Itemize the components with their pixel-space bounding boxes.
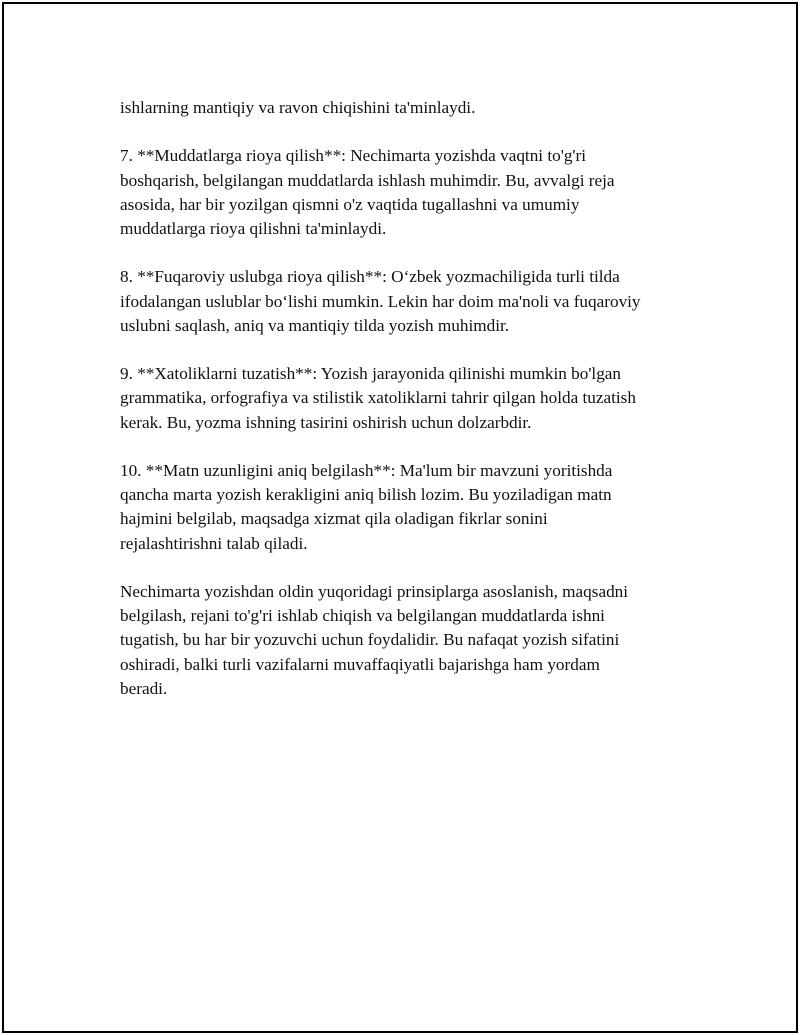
paragraph-item-9: 9. **Xatoliklarni tuzatish**: Yozish jarayonida qilinishi mumkin bo'lgan grammatika, orfografiya va stilistik xatoliklarni tahrir qilgan holda tuzatish kerak. Bu, yozma ishning tasirini oshirish uchun dolzarbdir. xyxy=(120,364,636,432)
paragraph-item-8: 8. **Fuqaroviy uslubga rioya qilish**: O‘zbek yozmachiligida turli tilda ifodalangan uslublar bo‘lishi mumkin. Lekin har doim ma'noli va fuqaroviy uslubni saqlash, aniq va mantiqiy tilda yozish muhimdir. xyxy=(120,267,641,335)
paragraph-conclusion: Nechimarta yozishdan oldin yuqoridagi prinsiplarga asoslanish, maqsadni belgilash, rejani to'g'ri ishlab chiqish va belgilangan muddatlarda ishni tugatish, bu har bir yozuvchi uchun foydalidir. Bu nafaqat yozish sifatini oshiradi, balki turli vazifalarni muvaffaqiyatli bajarishga ham yordam beradi. xyxy=(120,581,629,698)
document-body xyxy=(120,96,690,725)
paragraph-continuation: ishlarning mantiqiy va ravon chiqishini ta'minlaydi. xyxy=(120,98,476,117)
paragraph-item-10: 10. **Matn uzunligini aniq belgilash**: Ma'lum bir mavzuni yoritishda qancha marta yozish kerakligini aniq bilish lozim. Bu yoziladigan matn hajmini belgilab, maqsadga xizmat qila oladigan fikrlar sonini rejalashtirishni talab qiladi. xyxy=(120,460,613,553)
document-page xyxy=(2,2,798,1033)
paragraph-item-7: 7. **Muddatlarga rioya qilish**: Nechimarta yozishda vaqtni to'g'ri boshqarish, belgilangan muddatlarda ishlash muhimdir. Bu, avvalgi reja asosida, har bir yozilgan qismni o'z vaqtida tugallashni va umumiy muddatlarga rioya qilishni ta'minlaydi. xyxy=(120,146,615,238)
